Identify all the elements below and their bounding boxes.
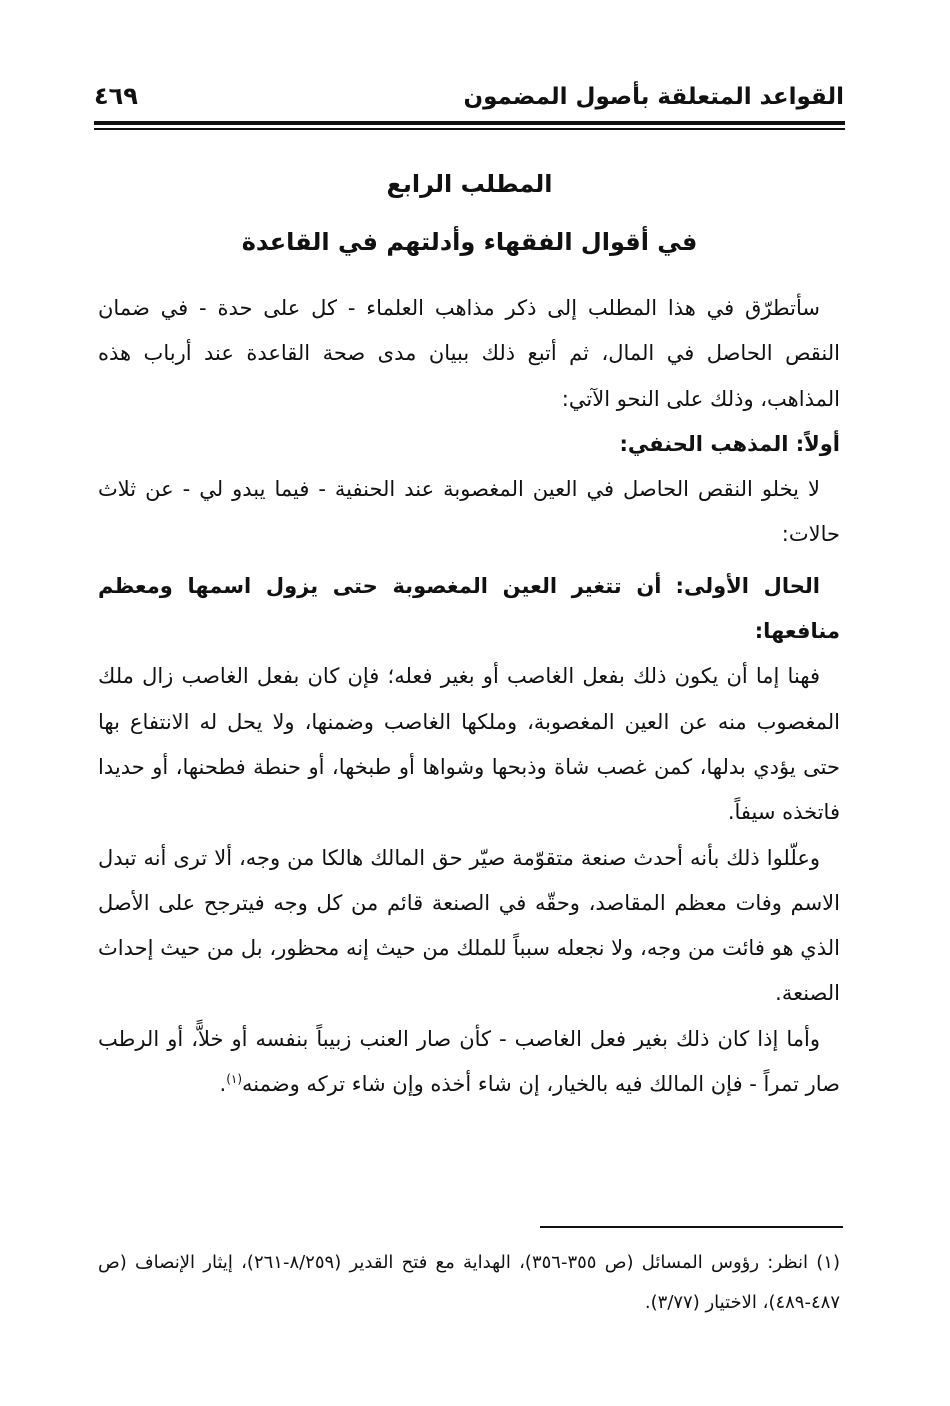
case-1-paragraph-2: وعلّلوا ذلك بأنه أحدث صنعة متقوّمة صيّر حق المالك هالكا من وجه، ألا ترى أنه تبدل الاسم وفات معظم المقاصد، وحقّه في الصنعة قائم من كل وجه فيترجح على الأصل الذي هو فائت من وجه، ولا نجعله سبباً للملك من حيث إنه محظور، بل من حيث إحداث الصنعة. (98, 845, 840, 1006)
header-rule-thick (94, 121, 845, 125)
header-rule-thin (94, 128, 845, 130)
case-1-title: أن تتغير العين المغصوبة حتى يزول اسمها ومعظم منافعها: (98, 573, 840, 644)
footnote-1: (١) انظر: رؤوس المسائل (ص ٣٥٥-٣٥٦)، الهداية مع فتح القدير (٨/٢٥٩-٢٦١)، إيثار الإنصاف (ص ٤٨٧-٤٨٩)، الاختيار (٣/٧٧). (98, 1252, 840, 1313)
section-title: المطلب الرابع (386, 170, 553, 198)
page-number: ٤٦٩ (94, 82, 138, 110)
page-header (94, 78, 844, 118)
footnote-marker[interactable]: (١) (226, 1072, 243, 1087)
case-1-paragraph-3-text: وأما إذا كان ذلك بغير فعل الغاصب - كأن صار العنب زبيباً بنفسه أو خلاًّ، أو الرطب صار تمراً - فإن المالك فيه بالخيار، إن شاء أخذه وإن شاء تركه وضمنه (98, 1026, 840, 1097)
body-text (98, 286, 840, 1107)
section-subtitle: في أقوال الفقهاء وأدلتهم في القاعدة (241, 228, 698, 256)
subhead-hanafi: أولاً: المذهب الحنفي: (619, 431, 840, 456)
case-1-label: الحال الأولى: (675, 573, 820, 598)
footnotes (98, 1243, 840, 1323)
case-1-heading (98, 564, 840, 655)
running-title: القواعد المتعلقة بأصول المضمون (463, 84, 844, 110)
case-1-paragraph-1: فهنا إما أن يكون ذلك بفعل الغاصب أو بغير فعله؛ فإن كان بفعل الغاصب زال ملك المغصوب منه عن العين المغصوبة، وملكها الغاصب وضمنها، ولا يحل له الانتفاع بها حتى يؤدي بدلها، كمن غصب شاة وذبحها وشواها أو طبخها، أو حنطة فطحنها، أو حديدا فاتخذه سيفاً. (98, 664, 840, 825)
footnote-separator (540, 1226, 843, 1228)
hanafi-intro-paragraph: لا يخلو النقص الحاصل في العين المغصوبة عند الحنفية - فيما يبدو لي - عن ثلاث حالات: (98, 477, 840, 547)
case-1-paragraph-3-end: . (219, 1072, 227, 1097)
intro-paragraph: سأتطرّق في هذا المطلب إلى ذكر مذاهب العلماء - كل على حدة - في ضمان النقص الحاصل في المال، ثم أتبع ذلك ببيان مدى صحة القاعدة عند أرباب هذه المذاهب، وذلك على النحو الآتي: (98, 296, 840, 411)
case-1-paragraph-3 (98, 1017, 840, 1108)
